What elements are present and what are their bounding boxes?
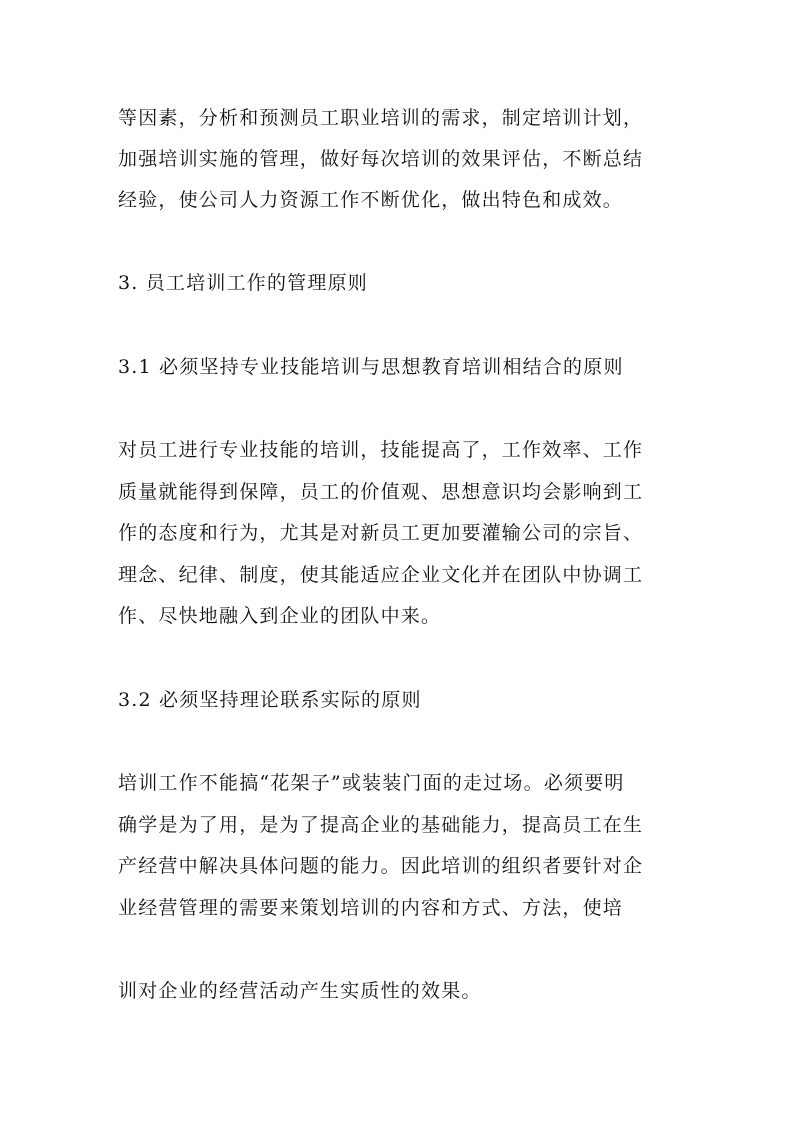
paragraph-line: 加强培训实施的管理，做好每次培训的效果评估，不断总结	[118, 148, 644, 170]
section-heading: 3. 员工培训工作的管理原则	[118, 272, 368, 294]
paragraph-line: 产经营中解决具体问题的能力。因此培训的组织者要针对企	[118, 855, 644, 877]
paragraph-line: 理念、纪律、制度，使其能适应企业文化并在团队中协调工	[118, 564, 644, 586]
paragraph-line: 作、尽快地融入到企业的团队中来。	[118, 605, 442, 627]
paragraph-line: 经验，使公司人力资源工作不断优化，做出特色和成效。	[118, 189, 624, 211]
subsection-heading: 3.1 必须坚持专业技能培训与思想教育培训相结合的原则	[118, 356, 624, 378]
paragraph-line: 对员工进行专业技能的培训，技能提高了，工作效率、工作	[118, 439, 644, 461]
subsection-heading: 3.2 必须坚持理论联系实际的原则	[118, 689, 422, 711]
paragraph-line: 确学是为了用，是为了提高企业的基础能力，提高员工在生	[118, 814, 644, 836]
paragraph-line: 等因素，分析和预测员工职业培训的需求，制定培训计划，	[118, 107, 644, 129]
paragraph-line: 培训工作不能搞“花架子”或装装门面的走过场。必须要明	[118, 772, 625, 794]
paragraph-line: 作的态度和行为，尤其是对新员工更加要灌输公司的宗旨、	[118, 522, 644, 544]
paragraph-line: 训对企业的经营活动产生实质性的效果。	[118, 980, 482, 1002]
paragraph-line: 质量就能得到保障，员工的价值观、思想意识均会影响到工	[118, 481, 644, 503]
paragraph-line: 业经营管理的需要来策划培训的内容和方式、方法，使培	[118, 897, 624, 919]
